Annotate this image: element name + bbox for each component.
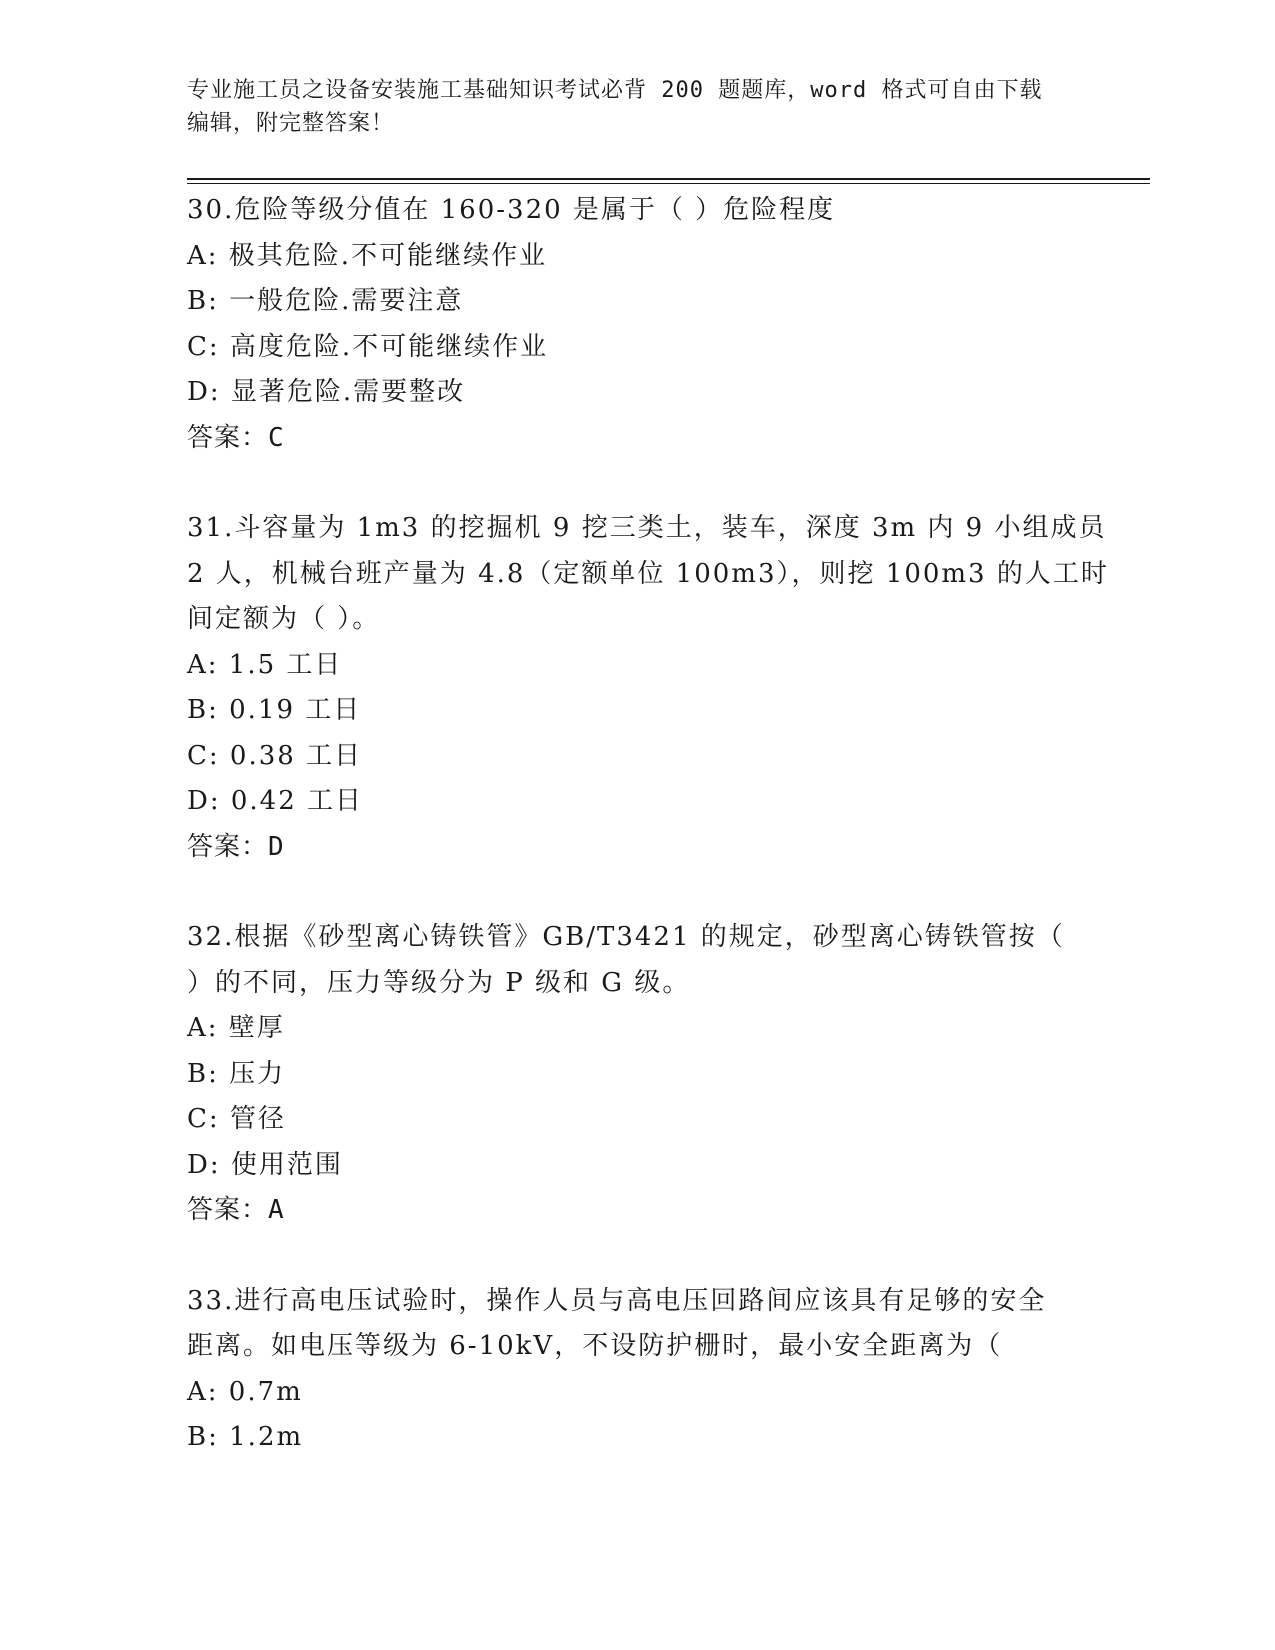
header-divider-thick bbox=[187, 178, 1150, 180]
option-a: A: 0.7m bbox=[187, 1376, 303, 1407]
option-a: A: 壁厚 bbox=[187, 1013, 285, 1043]
header-line-2: 编辑，附完整答案！ bbox=[187, 111, 395, 136]
question-stem-line-1: 31.斗容量为 1m3 的挖掘机 9 挖三类土，装车，深度 3m 内 9 小组成员 bbox=[187, 513, 1107, 543]
header-line-1: 专业施工员之设备安装施工基础知识考试必背 200 题题库，word 格式可自由下载 bbox=[187, 78, 1043, 103]
question-31 bbox=[187, 506, 1109, 870]
option-b: B: 0.19 工日 bbox=[187, 695, 362, 725]
question-stem: 30.危险等级分值在 160-320 是属于（ ）危险程度 bbox=[187, 195, 836, 225]
answer: 答案：A bbox=[187, 1195, 285, 1225]
option-d: D: 使用范围 bbox=[187, 1149, 343, 1180]
question-32 bbox=[187, 915, 1087, 1234]
option-a: A: 1.5 工日 bbox=[187, 649, 343, 680]
answer: 答案：C bbox=[187, 422, 285, 453]
option-d: D: 0.42 工日 bbox=[187, 786, 364, 816]
option-b: B: 一般危险.需要注意 bbox=[187, 286, 464, 316]
answer: 答案：D bbox=[187, 831, 285, 862]
option-a: A: 极其危险.不可能继续作业 bbox=[187, 240, 548, 271]
question-stem-line-1: 33.进行高电压试验时，操作人员与高电压回路间应该具有足够的安全 bbox=[187, 1285, 1047, 1316]
option-d: D: 显著危险.需要整改 bbox=[187, 377, 466, 407]
option-c: C: 高度危险.不可能继续作业 bbox=[187, 331, 549, 362]
header-divider-thin bbox=[187, 183, 1150, 184]
question-stem-line-2: ）的不同，压力等级分为 P 级和 G 级。 bbox=[187, 967, 691, 998]
question-stem-line-2: 距离。如电压等级为 6-10kV，不设防护栅时，最小安全距离为（ bbox=[187, 1331, 1003, 1361]
question-stem-line-1: 32.根据《砂型离心铸铁管》GB/T3421 的规定，砂型离心铸铁管按（ bbox=[187, 922, 1065, 952]
option-b: B: 压力 bbox=[187, 1058, 286, 1089]
document-header bbox=[187, 74, 1067, 140]
question-30 bbox=[187, 188, 1087, 461]
option-c: C: 管径 bbox=[187, 1104, 286, 1134]
question-33 bbox=[187, 1279, 1087, 1461]
question-stem-line-2: 2 人，机械台班产量为 4.8（定额单位 100m3），则挖 100m3 的人工时 bbox=[187, 558, 1109, 589]
option-c: C: 0.38 工日 bbox=[187, 740, 363, 771]
question-stem-line-3: 间定额为（ ）。 bbox=[187, 604, 381, 634]
question-list bbox=[187, 188, 1109, 1506]
option-b: B: 1.2m bbox=[187, 1422, 304, 1452]
